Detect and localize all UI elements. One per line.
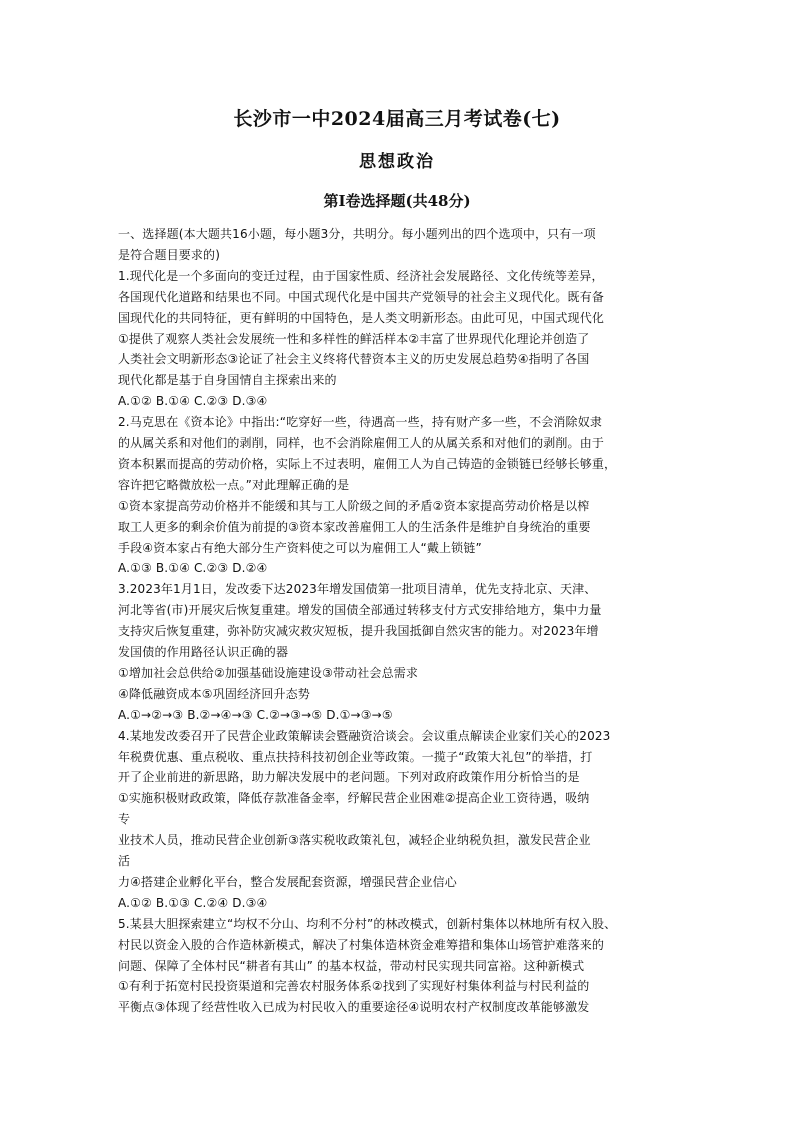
text-line: 1.现代化是一个多面向的变迁过程，由于国家性质、经济社会发展路径、文化传统等差异， — [118, 268, 604, 283]
text-line: 国现代化的共同特征，更有鲜明的中国特色，是人类文明新形态。由此可见，中国式现代化 — [118, 310, 605, 325]
text-line: 平衡点③体现了经营性收入已成为村民收入的重要途径④说明农村产权制度改革能够激发 — [118, 1000, 590, 1015]
text-line: 取工人更多的剩余价值为前提的③资本家改善雇佣工人的生活条件是维护自身统治的重要 — [118, 519, 591, 534]
text-line: ①增加社会总供给②加强基础设施建设③带动社会总需求 — [118, 665, 419, 680]
text-line: 村民以资金入股的合作造林新模式，解决了村集体造林资金难筹措和集体山场管护难落来的 — [118, 937, 605, 952]
text-line: 是符合题目要求的) — [118, 247, 221, 262]
text-line: 容许把它略微放松一点。”对此理解正确的是 — [118, 477, 350, 492]
text-line: 开了企业前进的新思路，助力解决发展中的老问题。下列对政府政策作用分析恰当的是 — [118, 770, 580, 785]
text-line: 一、选择题(本大题共16小题，每小题3分，共明分。每小题列出的四个选项中，只有一项 — [118, 227, 596, 241]
text-line: A.①③ B.①④ C.②③ D.②④ — [118, 561, 268, 576]
text-line: 支持灾后恢复重建，弥补防灾减灾救灾短板，提升我国抵御自然灾害的能力。对2023年增 — [118, 624, 599, 639]
text-line: 问题、保障了全体村民“耕者有其山” 的基本权益，带动村民实现共同富裕。这种新模式 — [118, 958, 585, 973]
text-line: 5.某县大胆探索建立“均权不分山、均利不分村”的林改模式，创新村集体以林地所有权入股、 — [118, 916, 617, 931]
text-line: ①有利于拓宽村民投资渠道和完善农村服务体系②找到了实现好村集体利益与村民利益的 — [118, 979, 590, 994]
text-line: 3.2023年1月1日，发改委下达2023年增发国债第一批项目清单，优先支持北京、天津、 — [118, 582, 597, 597]
text-line: A.①② B.①③ C.②④ D.③④ — [118, 895, 268, 910]
exam-title: 长沙市一中2024届高三月考试卷(七) — [233, 108, 561, 130]
text-line: 活 — [118, 854, 131, 868]
text-line: 人类社会文明新形态③论证了社会主义终将代替资本主义的历史发展总趋势④指明了各国 — [118, 352, 590, 367]
text-line: 的从属关系和对他们的剥削，同样，也不会消除雇佣工人的从属关系和对他们的剥削。由于 — [118, 436, 605, 450]
text-line: 力④搭建企业孵化平台，整合发展配套资源，增强民营企业信心 — [118, 874, 457, 889]
text-line: 现代化都是基于自身国情自主探索出来的 — [118, 373, 337, 388]
text-line: 2.马克思在《资本论》中指出:“吃穿好一些，待遇高一些，持有财产多一些，不会消除奴隶 — [118, 415, 603, 430]
text-line: A.①② B.①④ C.②③ D.③④ — [118, 394, 268, 409]
text-line: 业技术人员，推动民营企业创新③落实税收政策礼包，减轻企业纳税负担，激发民营企业 — [118, 833, 591, 848]
text-line: 各国现代化道路和结果也不同。中国式现代化是中国共产党领导的社会主义现代化。既有备 — [118, 289, 605, 304]
text-line: ①资本家提高劳动价格并不能缓和其与工人阶级之间的矛盾②资本家提高劳动价格是以榨 — [118, 498, 590, 513]
subject-title: 思想政治 — [359, 152, 435, 172]
section-heading: 第I卷选择题(共48分) — [323, 192, 471, 210]
text-line: ④降低融资成本⑤巩固经济回升态势 — [118, 686, 310, 701]
text-line: 4.某地发改委召开了民营企业政策解读会暨融资洽谈会。会议重点解读企业家们关心的2023 — [118, 728, 611, 743]
text-line: 专 — [118, 812, 131, 827]
text-line: 发国债的作用路径认识正确的器 — [118, 645, 289, 659]
text-line: 年税费优惠、重点税收、重点扶持科技初创企业等政策。一揽子“政策大礼包”的举措，打 — [118, 749, 593, 764]
text-line: ①提供了观察人类社会发展统一性和多样性的鲜活样本②丰富了世界现代化理论并创造了 — [118, 331, 590, 346]
text-line: 河北等省(市)开展灾后恢复重建。增发的国债全部通过转移支付方式安排给地方，集中力量 — [118, 603, 602, 618]
text-line: 资本积累而提高的劳动价格，实际上不过表明，雇佣工人为自己铸造的金锁链已经够长够重， — [118, 456, 617, 471]
text-line: 手段④资本家占有绝大部分生产资料使之可以为雇佣工人“戴上锁链” — [118, 540, 482, 555]
text-line: A.①→②→③ B.②→④→③ C.②→③→⑤ D.①→③→⑤ — [118, 707, 393, 722]
text-line: ①实施积极财政政策，降低存款准备金率，纾解民营企业困难②提高企业工资待遇，吸纳 — [118, 791, 590, 806]
